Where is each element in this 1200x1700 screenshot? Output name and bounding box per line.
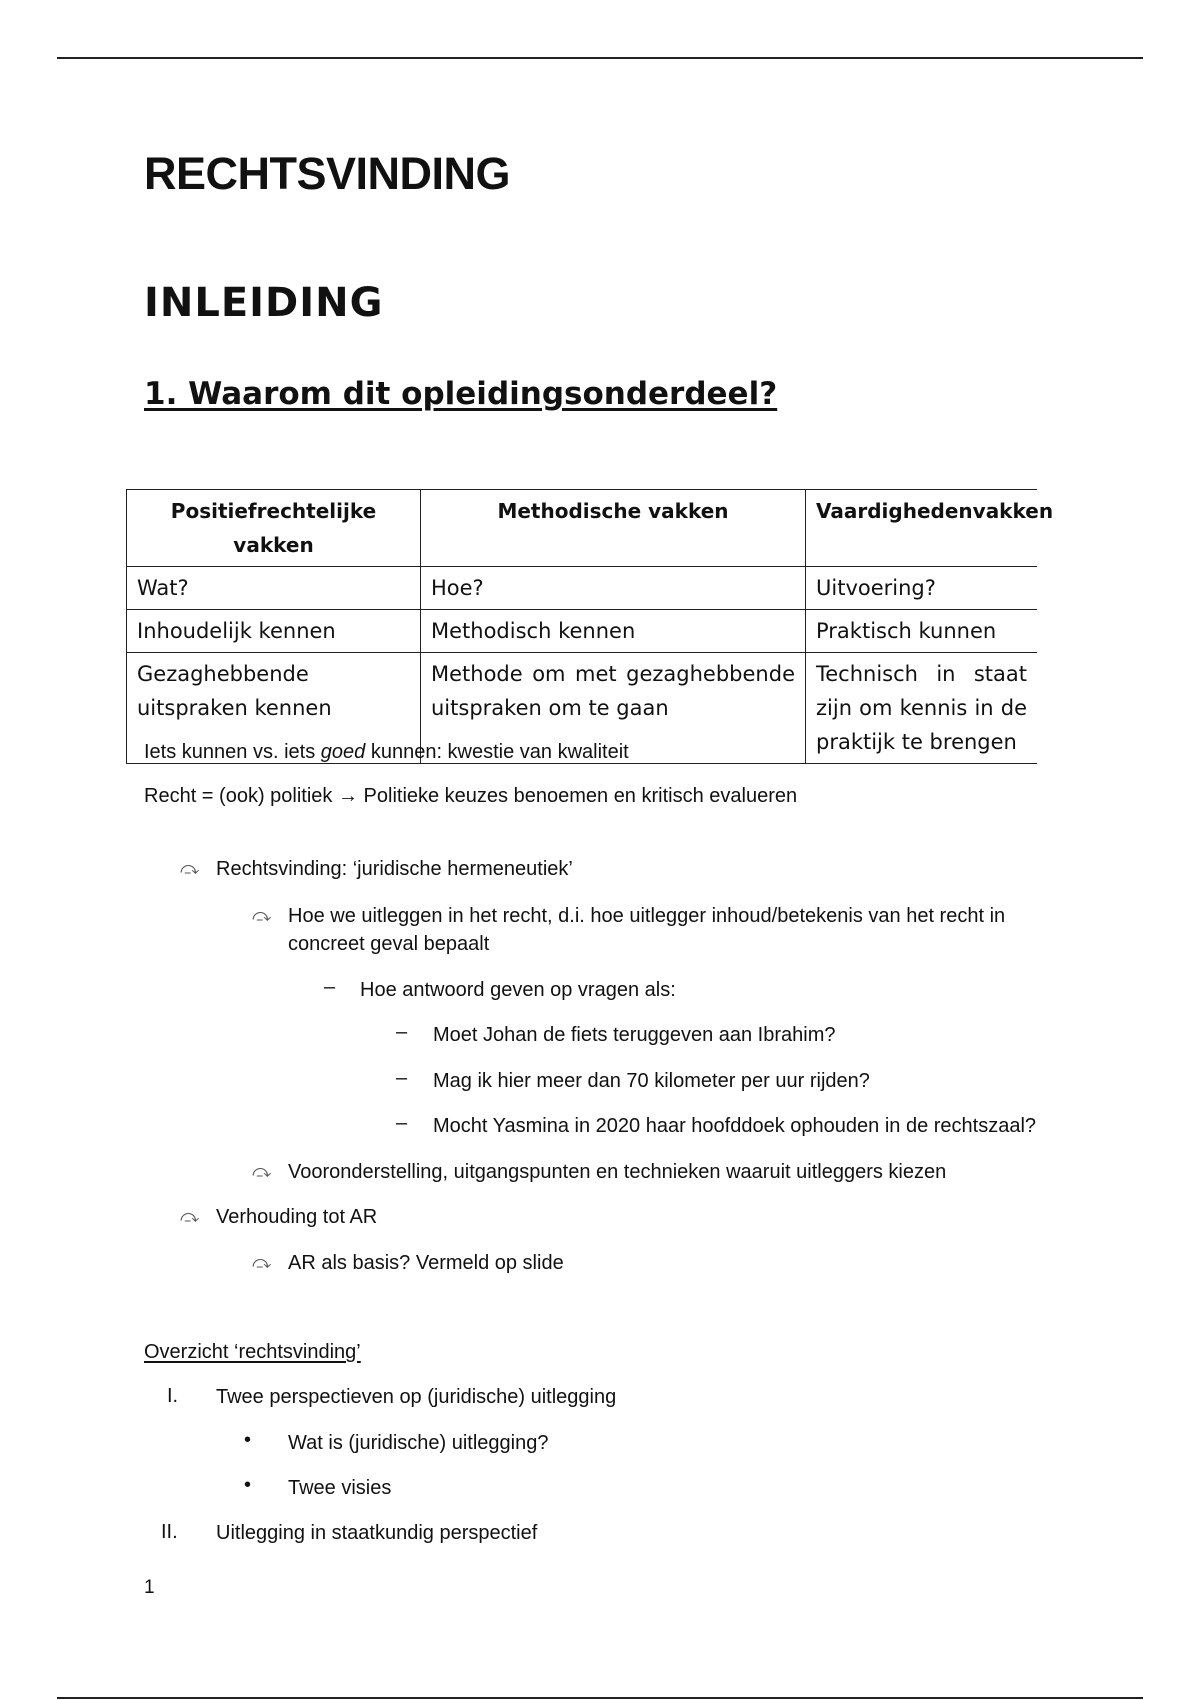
dash-bullet-icon: – xyxy=(396,1067,408,1089)
dash-bullet-icon: – xyxy=(396,1021,408,1043)
page-number: 1 xyxy=(144,1577,155,1598)
outline-item: Hoe antwoord geven op vragen als: xyxy=(360,979,676,1001)
table-cell: Methodisch kennen xyxy=(421,610,806,653)
overview-heading: Overzicht ‘rechtsvinding’ xyxy=(144,1341,361,1363)
table-header: Positiefrechtelijke vakken xyxy=(127,490,421,567)
outline-item: Hoe we uitleggen in het recht, d.i. hoe uitlegger inhoud/betekenis van het recht in concreet geval bepaalt xyxy=(288,905,1006,955)
document-title: RECHTSVINDING xyxy=(144,148,511,199)
section-title: INLEIDING xyxy=(144,280,384,326)
table-cell: Wat? xyxy=(127,567,421,610)
overview-section: Uitlegging in staatkundig perspectief xyxy=(216,1522,538,1544)
paragraph-text: Iets kunnen vs. iets xyxy=(144,741,321,763)
bullet-arrow-icon: ⤼ xyxy=(252,1252,272,1272)
table-cell: Inhoudelijk kennen xyxy=(127,610,421,653)
table-header: Vaardighedenvakken xyxy=(806,490,1038,567)
table-cell: Praktisch kunnen xyxy=(806,610,1038,653)
quality-paragraph xyxy=(144,741,629,764)
top-rule xyxy=(57,57,1143,59)
roman-numeral: II. xyxy=(161,1521,178,1543)
course-types-table xyxy=(126,489,1054,764)
table-row xyxy=(127,610,1038,653)
table-cell: Methode om met gezaghebbende uitspraken om te gaan xyxy=(421,653,806,764)
politics-paragraph: Recht = (ook) politiek → Politieke keuzes benoemen en kritisch evalueren xyxy=(144,785,798,807)
bullet-dot-icon: • xyxy=(244,1429,252,1451)
question-item: Moet Johan de fiets teruggeven aan Ibrahim? xyxy=(433,1024,836,1046)
paragraph-emphasis: goed xyxy=(320,741,366,763)
subsection-title: 1. Waarom dit opleidingsonderdeel? xyxy=(144,376,778,412)
bullet-arrow-icon: ⤼ xyxy=(252,905,272,925)
paragraph-text: kunnen: kwestie van kwaliteit xyxy=(365,741,629,763)
table-header: Methodische vakken xyxy=(421,490,806,567)
table-cell: Technisch in staat zijn om kennis in de praktijk te brengen xyxy=(806,653,1038,764)
table-row xyxy=(127,567,1038,610)
outline-item: Verhouding tot AR xyxy=(216,1206,378,1228)
table-header-row xyxy=(127,490,1038,567)
bullet-arrow-icon: ⤼ xyxy=(180,1206,200,1226)
overview-section: Twee perspectieven op (juridische) uitlegging xyxy=(216,1386,617,1408)
bottom-rule xyxy=(57,1697,1143,1699)
outline-item: Vooronderstelling, uitgangspunten en technieken waaruit uitleggers kiezen xyxy=(288,1161,947,1183)
overview-bullet: Twee visies xyxy=(288,1477,392,1499)
dash-bullet-icon: – xyxy=(396,1112,408,1134)
question-item: Mag ik hier meer dan 70 kilometer per uur rijden? xyxy=(433,1070,870,1092)
roman-numeral: I. xyxy=(167,1385,179,1407)
dash-bullet-icon: – xyxy=(324,976,336,998)
bullet-arrow-icon: ⤼ xyxy=(180,858,200,878)
bullet-arrow-icon: ⤼ xyxy=(252,1161,272,1181)
overview-bullet: Wat is (juridische) uitlegging? xyxy=(288,1432,549,1454)
table-cell: Gezaghebbende uitspraken kennen xyxy=(127,653,421,764)
table-cell: Uitvoering? xyxy=(806,567,1038,610)
bullet-dot-icon: • xyxy=(244,1474,252,1496)
question-item: Mocht Yasmina in 2020 haar hoofddoek ophouden in de rechtszaal? xyxy=(433,1115,1037,1137)
outline-item: Rechtsvinding: ‘juridische hermeneutiek’ xyxy=(216,858,573,880)
table-cell: Hoe? xyxy=(421,567,806,610)
outline-item: AR als basis? Vermeld op slide xyxy=(288,1252,564,1274)
